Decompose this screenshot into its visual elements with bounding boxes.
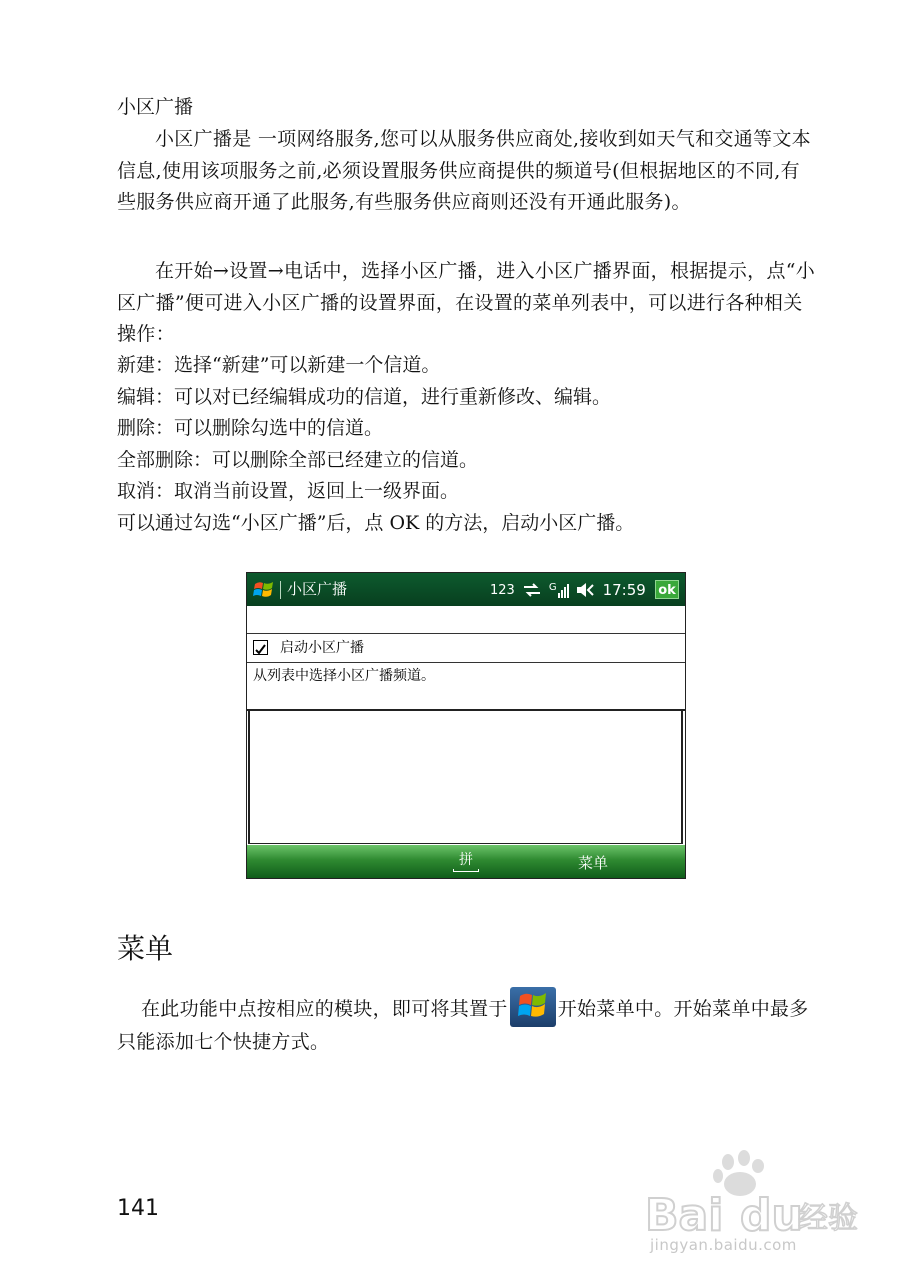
svg-text:Bai: Bai [645, 1190, 724, 1241]
title-separator [280, 581, 281, 599]
phone-screenshot [246, 572, 686, 879]
intro-paragraph: 小区广播是 一项网络服务,您可以从服务供应商处,接收到如天气和交通等文本信息,使用该项服务之前,必须设置服务供应商提供的频道号(但根据地区的不同,有些服务供应商开通了此服务,有些服务供应商则还没有开通此服务)。 [117, 128, 811, 213]
operations-list [117, 350, 634, 539]
volume-icon[interactable] [576, 582, 596, 598]
softkey-bar [247, 845, 685, 878]
clock[interactable]: 17:59 [602, 581, 646, 599]
signal-icon: G [549, 582, 569, 598]
operation-edit: 编辑：可以对已经编辑成功的信道，进行重新修改、编辑。 [117, 385, 612, 408]
section-title: 小区广播 [117, 96, 194, 118]
svg-text:经验: 经验 [798, 1201, 858, 1236]
ok-button[interactable]: ok [655, 580, 679, 599]
keyboard-base-icon [453, 869, 479, 872]
enable-broadcast-checkbox[interactable] [253, 640, 268, 655]
operation-delete: 删除：可以删除勾选中的信道。 [117, 417, 384, 439]
watermark-url: jingyan.baidu.com [650, 1236, 797, 1254]
page-number: 141 [117, 1196, 159, 1221]
network-label: 123 [490, 582, 515, 598]
menu-softkey[interactable]: 菜单 [578, 854, 609, 872]
windows-start-icon[interactable] [253, 579, 275, 601]
operation-new: 新建：选择“新建”可以新建一个信道。 [117, 354, 441, 376]
input-method-button[interactable]: 拼 [453, 849, 479, 872]
operation-cancel: 取消：取消当前设置，返回上一级界面。 [117, 480, 460, 502]
channel-list[interactable] [248, 711, 683, 844]
checkmark-icon [254, 643, 267, 656]
blank-row [247, 606, 685, 634]
enable-broadcast-row[interactable] [247, 634, 685, 663]
phone-app-title: 小区广播 [287, 580, 348, 598]
operation-enable-note: 可以通过勾选“小区广播”后，点 OK 的方法，启动小区广播。 [117, 511, 635, 534]
phone-title-bar [247, 573, 685, 606]
data-sync-icon [522, 583, 542, 597]
hint-row [247, 663, 685, 711]
menu-paragraph: 在此功能中点按相应的模块，即可将其置于 开始菜单中。开始菜单中最多只能添加七个快捷方式。 [117, 993, 817, 1059]
svg-text:du: du [740, 1190, 803, 1241]
hint-text: 从列表中选择小区广播频道。 [253, 668, 435, 684]
windows-start-icon [510, 987, 556, 1027]
status-icons [490, 579, 646, 601]
path-paragraph: 在开始→设置→电话中，选择小区广播，进入小区广播界面，根据提示，点“小区广播”便可进入小区广播的设置界面，在设置的菜单列表中，可以进行各种相关操作： [117, 260, 816, 345]
operation-delete-all: 全部删除：可以删除全部已经建立的信道。 [117, 448, 479, 471]
menu-heading: 菜单 [117, 932, 174, 965]
enable-broadcast-label: 启动小区广播 [280, 640, 364, 656]
